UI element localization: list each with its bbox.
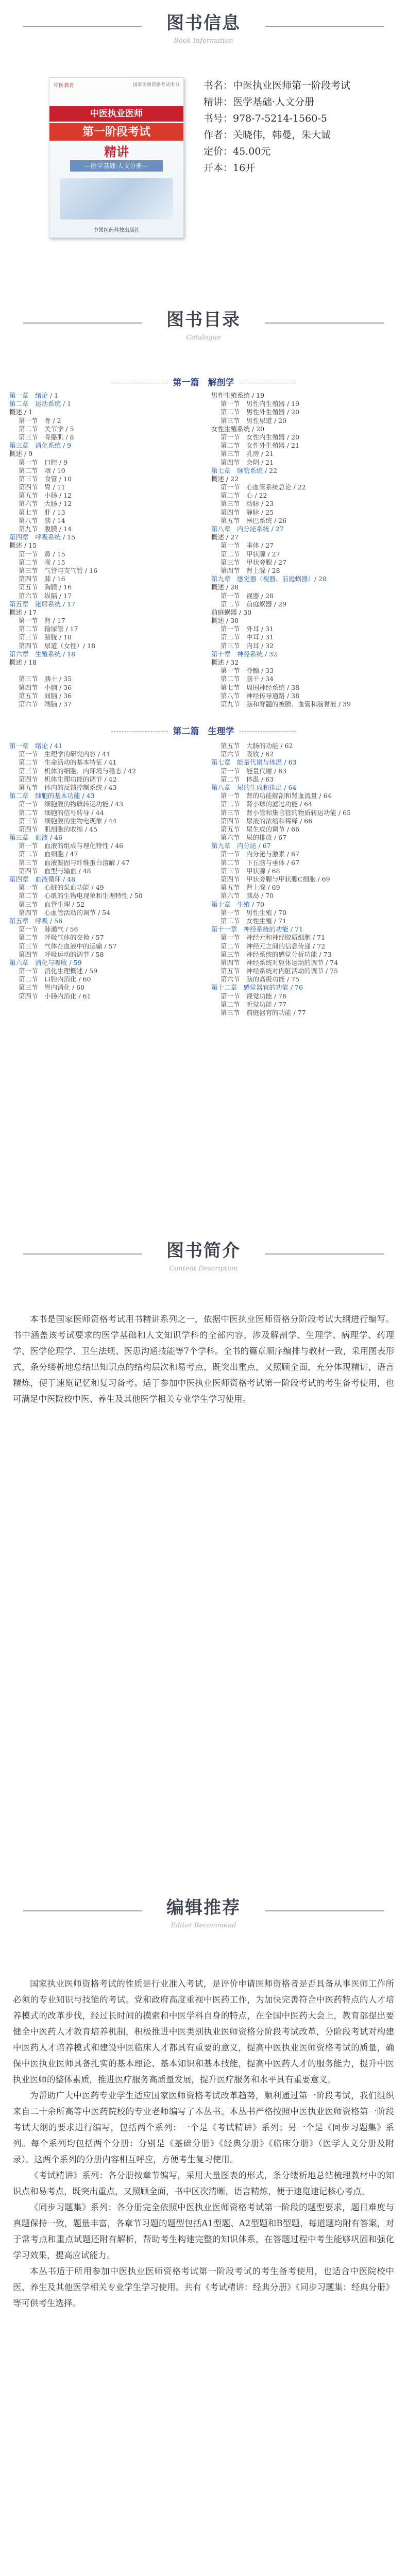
info-authors: 作者：关晓伟，韩曼，朱大诚 xyxy=(204,129,331,141)
toc-section: 第二节 男性外生殖器 / 20 xyxy=(221,408,300,416)
book-cover-image xyxy=(49,77,184,238)
toc-section: 第二节 肾小球的滤过功能 / 64 xyxy=(221,800,313,808)
info-format: 开本：16开 xyxy=(204,162,256,174)
toc-section: 第一节 内分泌与激素 / 67 xyxy=(221,850,300,858)
toc-section: 第五节 大肠的功能 / 62 xyxy=(221,742,293,750)
toc-section: 第一节 视器 / 28 xyxy=(221,591,274,600)
toc-section: 第五节 胸膜 / 16 xyxy=(19,583,72,591)
toc-section: 第一节 生理学的研究内容 / 41 xyxy=(19,750,111,758)
toc-line: 概述 / 32 xyxy=(211,658,239,666)
book-info-header xyxy=(0,11,407,45)
toc-line: 概述 / 18 xyxy=(9,658,37,666)
recommend-paragraph: 《同步习题集》系列：各分册完全依照中医执业医师资格考试第一阶段的题型要求，题目难度与真题保持一致，题量丰富，各章节习题的题型包括A1型题、A2型题和B型题，每道题均附有答案，对于常考点和重点试题还附有解析，帮助考生构建完整的知识体系，在答题过程中考生能够巩固和强化学习效果，提高应试能力。 xyxy=(13,2202,394,2260)
toc-chapter: 第五章 泌尿系统 / 17 xyxy=(9,600,76,608)
intro-subtitle: Content Description xyxy=(169,1265,238,1273)
toc-section: 第三节 乳房 / 21 xyxy=(221,450,274,458)
recommend-title: 编辑推荐 xyxy=(166,1897,241,1918)
toc-section: 第三节 机体的细胞、内环境与稳态 / 42 xyxy=(19,767,137,775)
toc-part1-right xyxy=(211,392,351,708)
toc-section: 第二节 口腔内消化 / 60 xyxy=(19,975,91,984)
toc-section: 第一节 神经元和神经胶质细胞 / 71 xyxy=(221,934,326,942)
toc-section: 第二节 神经元之间的信息传递 / 72 xyxy=(221,942,326,950)
toc-chapter: 第九章 内分泌 / 67 xyxy=(211,842,271,850)
toc-line: 女性生殖系统 / 20 xyxy=(211,425,265,433)
toc-title: 图书目录 xyxy=(166,310,241,330)
toc-chapter: 第三章 消化系统 / 9 xyxy=(9,442,72,450)
toc-line: 前庭蜗器 / 30 xyxy=(211,608,252,616)
toc-section: 第六节 胰岛 / 70 xyxy=(221,892,274,900)
toc-section: 第二节 血细胞 / 47 xyxy=(19,850,78,858)
info-subtitle: 精讲：医学基础·人文分册 xyxy=(204,96,315,108)
toc-section: 第二节 心肌的生物电现象和生理特性 / 50 xyxy=(19,892,143,900)
intro-header xyxy=(0,1239,407,1273)
toc-section: 第一节 女性内生殖器 / 20 xyxy=(221,433,300,441)
toc-section: 第四节 甲状旁腺与甲状腺C细胞 / 69 xyxy=(221,875,330,883)
toc-line: 概述 / 30 xyxy=(211,617,239,625)
cover-artwork xyxy=(60,178,173,219)
toc-section: 第二节 听觉功能 / 77 xyxy=(221,1000,287,1008)
toc-header xyxy=(0,308,407,342)
toc-section: 第三节 气管与支气管 / 16 xyxy=(19,566,98,574)
toc-section: 第一节 肺通气 / 56 xyxy=(19,925,78,934)
toc-section: 第六节 脑的高级功能 / 75 xyxy=(221,975,300,984)
toc-section: 第四节 尿液的浓缩和稀释 / 66 xyxy=(221,817,313,825)
toc-line: 概述 / 27 xyxy=(211,533,239,541)
toc-line: 概述 / 17 xyxy=(9,608,37,616)
toc-part2-label: 第二篇 生理学 xyxy=(173,726,234,737)
toc-part1-label: 第一篇 解剖学 xyxy=(173,378,234,388)
toc-section: 第二节 女性生殖 / 71 xyxy=(221,917,287,925)
toc-section: 第一节 能量代谢 / 63 xyxy=(221,767,287,775)
toc-section: 第二节 输尿管 / 17 xyxy=(19,625,78,633)
toc-chapter: 第七章 脉管系统 / 22 xyxy=(211,466,278,474)
toc-section: 第八节 胰 / 14 xyxy=(19,516,65,524)
header-rule-left xyxy=(23,323,142,324)
toc-section: 第四节 神经系统对躯体运动的调节 / 74 xyxy=(221,958,338,967)
recommend-subtitle: Editor Recommend xyxy=(171,1922,236,1929)
toc-section: 第二节 前庭蜗器 / 29 xyxy=(221,600,287,608)
toc-section: 第二节 关节学 / 5 xyxy=(19,425,74,433)
toc-section: 第一节 骨 / 2 xyxy=(19,416,61,425)
toc-section: 第三节 甲状旁腺 / 27 xyxy=(221,558,287,566)
toc-section: 第五节 淋巴系统 / 26 xyxy=(221,516,287,524)
toc-section: 第六节 纵隔 / 17 xyxy=(19,591,72,600)
header-rule-left xyxy=(23,1910,142,1911)
toc-chapter: 第十一章 神经系统的功能 / 71 xyxy=(211,925,303,934)
recommend-header xyxy=(0,1896,407,1930)
recommend-paragraph: 国家执业医师资格考试的性质是行业准入考试，是评价申请医师资格者是否具备从事医师工作所必须的专业知识与技能的考试。党和政府高度重视中医药工作，为加快完善符合中医药特点的人才培养模式的改革步伐，经过长时间的摸索和中医学科自身的特点，在全国中医药大会上，教育部提出要健全中医药人才教育培养机制，积极推进中医类别执业医师资格分阶段考试改革，分阶段考试对构建中医药人才培养模式和建设中医临床人才都具有重要的意义，提高中医执业医师资格考试的质量，确保中医执业医师具备扎实的基本理论、基本知识和基本技能，提高中医药人才的服务能力，提升中医执业医师的整体素质，推进医疗服务高质量发展，提升医疗服务和水平具有重要意义。 xyxy=(13,1979,394,2084)
toc-section: 第六节 端脑 / 37 xyxy=(19,700,72,708)
toc-section: 第六节 尿的排放 / 67 xyxy=(221,834,287,842)
intro-paragraph: 本书是国家医师资格考试用书精讲系列之一，依据中医执业医师资格分阶段考试大纲进行编写。书中涵盖该考试要求的医学基础和人文知识学科的全部内容，涉及解剖学、生理学、病理学、药理学、医学伦理学、卫生法规、医患沟通技能等7个学科。全书的篇章顺序编排与教材一致，采用图表形式，条分缕析地总结出知识点的结构层次和易考点，既突出重点，又照顾全面，充分体现精讲，语言精炼，便于速览记忆和复习备考。适于参加中医执业医师资格考试第一阶段考试的考生备考使用，也可满足中医院校中医、养生及其他医学相关专业学生学习使用。 xyxy=(13,1314,394,1404)
toc-section: 第三节 甲状腺 / 68 xyxy=(221,867,280,875)
toc-section: 第四节 肾上腺 / 28 xyxy=(221,566,280,574)
toc-section: 第三节 细胞膜的生物电现象 / 44 xyxy=(19,817,117,825)
toc-section: 第三节 气体在血液中的运输 / 57 xyxy=(19,942,117,950)
header-rule-right xyxy=(265,26,384,27)
toc-section: 第四节 静脉 / 25 xyxy=(221,508,274,516)
cover-brand: 中医教育 xyxy=(54,83,74,89)
info-title: 书名：中医执业医师第一阶段考试 xyxy=(204,80,351,91)
toc-chapter: 第四章 呼吸系统 / 15 xyxy=(9,533,76,541)
toc-part1-title xyxy=(0,375,407,388)
toc-section: 第一节 肾 / 17 xyxy=(19,617,65,625)
info-price: 定价：45.00元 xyxy=(204,146,271,157)
toc-chapter: 第三章 血液 / 46 xyxy=(9,834,63,842)
toc-chapter: 第八章 内分泌系统 / 27 xyxy=(211,525,284,533)
toc-section: 第四节 尿道（女性）/ 18 xyxy=(19,641,96,650)
toc-section: 第二节 细胞的信号转导 / 44 xyxy=(19,808,104,817)
toc-chapter: 第四章 血液循环 / 48 xyxy=(9,875,76,883)
toc-section: 第五节 尿生成的调节 / 66 xyxy=(221,825,300,833)
toc-section: 第一节 细胞膜的物质转运功能 / 43 xyxy=(19,800,124,808)
toc-chapter: 第十章 神经系统 / 32 xyxy=(211,650,278,658)
toc-chapter: 第一章 绪论 / 41 xyxy=(9,742,63,750)
toc-chapter: 第九章 感觉器（视器、前庭蜗器）/ 28 xyxy=(211,575,327,583)
toc-section: 第三节 食管 / 10 xyxy=(19,474,72,483)
header-rule-right xyxy=(265,323,384,324)
toc-section: 第六节 大肠 / 12 xyxy=(19,500,72,508)
toc-section: 第一节 肾的功能解剖和肾血流量 / 64 xyxy=(221,792,332,800)
cover-band-main: 第一阶段考试 xyxy=(49,123,183,141)
toc-line: 概述 / 15 xyxy=(9,541,37,550)
toc-section: 第三节 肾小管和集合管的物质转运功能 / 65 xyxy=(221,808,351,817)
toc-section: 第三节 内耳 / 32 xyxy=(221,641,274,650)
toc-section: 第三节 胰十 / 35 xyxy=(19,675,72,683)
toc-section: 第五节 体内的反馈控制系统 / 43 xyxy=(19,783,117,791)
toc-part1-left xyxy=(9,392,97,708)
toc-chapter: 第十二章 感觉器官的功能 / 76 xyxy=(211,984,303,992)
toc-section: 第三节 动脉 / 23 xyxy=(221,500,274,508)
header-rule-right xyxy=(265,1910,384,1911)
toc-line: 概述 / 28 xyxy=(211,583,239,591)
toc-section: 第一节 外耳 / 31 xyxy=(221,625,274,633)
toc-section: 第九节 脑和脊髓的被膜、血管和脑脊液 / 39 xyxy=(221,700,351,708)
toc-part2-left xyxy=(9,742,143,1001)
toc-section: 第一节 视觉功能 / 76 xyxy=(221,992,287,1000)
toc-section: 第五节 神经系统对内脏活动的调节 / 75 xyxy=(221,967,338,975)
toc-section: 第五节 间脑 / 36 xyxy=(19,691,72,700)
toc-section: 第一节 男性生殖 / 70 xyxy=(221,908,287,917)
toc-section: 第二节 脑干 / 34 xyxy=(221,675,274,683)
toc-section: 第二节 体温 / 63 xyxy=(221,775,274,783)
book-info-subtitle: Book Information xyxy=(174,37,233,45)
toc-section: 第三节 骨骼肌 / 8 xyxy=(19,433,74,441)
toc-section: 第四节 机体生理功能的调节 / 42 xyxy=(19,775,117,783)
recommend-body xyxy=(0,1976,407,2311)
toc-section: 第一节 脊髓 / 33 xyxy=(221,667,274,675)
toc-chapter: 第一章 绪论 / 1 xyxy=(9,392,59,399)
toc-section: 第六节 吸收 / 62 xyxy=(221,750,274,758)
toc-section: 第四节 呼吸运动的调节 / 58 xyxy=(19,950,104,958)
header-rule-left xyxy=(23,1253,142,1255)
toc-section: 第四节 会阴 / 21 xyxy=(221,458,274,466)
toc-line: 男性生殖系统 / 19 xyxy=(211,392,265,399)
toc-section: 第三节 血液凝固与纤维蛋白溶解 / 47 xyxy=(19,858,130,867)
toc-section: 第一节 心血管系统总论 / 22 xyxy=(221,483,306,492)
toc-section: 第二节 呼吸气体的交换 / 57 xyxy=(19,934,104,942)
toc-section: 第四节 小脑 / 36 xyxy=(19,683,72,691)
toc-section: 第二节 甲状腺 / 27 xyxy=(221,550,280,558)
book-info-details xyxy=(204,77,399,176)
toc-section: 第四节 血型与输血 / 48 xyxy=(19,867,91,875)
toc-section: 第二节 女性外生殖器 / 21 xyxy=(221,442,300,450)
toc-chapter: 第二章 细胞的基本功能 / 43 xyxy=(9,792,95,800)
toc-part2-right xyxy=(211,742,351,1017)
toc-section: 第三节 男性尿道 / 20 xyxy=(221,416,287,425)
toc-section: 第一节 口腔 / 9 xyxy=(19,458,68,466)
info-isbn: 书号：978-7-5214-1560-5 xyxy=(204,113,327,124)
toc-chapter: 第六章 生殖系统 / 18 xyxy=(9,650,76,658)
toc-section: 第三节 膀胱 / 18 xyxy=(19,633,72,641)
toc-section: 第四节 肺 / 16 xyxy=(19,575,65,583)
toc-section: 第二节 下丘脑与垂体 / 67 xyxy=(221,858,300,867)
toc-section: 第一节 消化生理概述 / 59 xyxy=(19,967,98,975)
toc-section: 第五节 小肠 / 12 xyxy=(19,492,72,500)
toc-section: 第二节 中耳 / 31 xyxy=(221,633,274,641)
toc-section: 第一节 垂体 / 27 xyxy=(221,541,274,550)
toc-section: 第七节 肝 / 13 xyxy=(19,508,65,516)
toc-section: 第一节 心脏的泵血功能 / 49 xyxy=(19,884,104,892)
toc-section: 第五节 肾上腺 / 69 xyxy=(221,884,280,892)
toc-chapter: 第七章 能量代谢与体温 / 63 xyxy=(211,758,297,767)
toc-section: 第一节 男性内生殖器 / 19 xyxy=(221,400,300,408)
toc-subtitle: Catalogue xyxy=(186,334,221,342)
toc-section: 第二节 喉 / 15 xyxy=(19,558,65,566)
book-info-title: 图书信息 xyxy=(166,13,241,33)
cover-volume: —医学基础·人文分册— xyxy=(70,160,163,172)
toc-chapter: 第五章 呼吸 / 56 xyxy=(9,917,63,925)
toc-section: 第三节 血管生理 / 52 xyxy=(19,900,85,908)
toc-line: 概述 / 9 xyxy=(9,450,33,458)
recommend-paragraph: 本丛书适于所用参加中医执业医师资格考试第一阶段考试的考生备考使用，也适合中医院校中医、养生及其他医学相关专业学生学习使用。共有《考试精讲：经典分册》《同步习题集：经典分册》等可供考生选择。 xyxy=(13,2266,394,2308)
toc-line xyxy=(9,667,97,675)
toc-section: 第七节 周围神经系统 / 38 xyxy=(221,683,300,691)
toc-line: 概述 / 1 xyxy=(9,408,33,416)
recommend-paragraph: 《考试精讲》系列：各分册按章节编写，采用大量图表的形式，条分缕析地总结梳理教材中的知识点和易考点，既突出重点，又照顾全面，书中区次清晰，语言精炼，便于速览速记核心考点。 xyxy=(13,2171,394,2196)
cover-series: 国家医师资格考试用书 xyxy=(132,82,179,88)
toc-section: 第八节 神经传导通路 / 38 xyxy=(221,691,300,700)
toc-section: 第二节 咽 / 10 xyxy=(19,466,65,474)
toc-section: 第四节 肌细胞的收缩 / 45 xyxy=(19,825,98,833)
toc-section: 第一节 鼻 / 15 xyxy=(19,550,65,558)
header-rule-right xyxy=(265,1253,384,1255)
toc-part2-title xyxy=(0,724,407,737)
toc-section: 第四节 胃 / 11 xyxy=(19,483,65,492)
toc-line: 概述 / 22 xyxy=(211,474,239,483)
toc-section: 第四节 心血管活动的调节 / 54 xyxy=(19,908,111,917)
intro-title: 图书简介 xyxy=(166,1241,241,1261)
cover-publisher: 中国医药科技出版社 xyxy=(93,228,140,233)
toc-section: 第四节 小肠内消化 / 61 xyxy=(19,992,91,1000)
header-rule-left xyxy=(23,26,142,27)
toc-section: 第三节 神经系统的感觉分析功能 / 73 xyxy=(221,950,332,958)
toc-section: 第二节 生命活动的基本特征 / 41 xyxy=(19,758,117,767)
toc-section: 第二节 心 / 22 xyxy=(221,492,267,500)
toc-section: 第三节 胃内消化 / 60 xyxy=(19,984,85,992)
toc-chapter: 第六章 消化与吸收 / 59 xyxy=(9,958,82,967)
toc-section: 第三节 前庭器官的功能 / 77 xyxy=(221,1009,306,1016)
cover-jingjiang: 精讲 xyxy=(104,144,129,159)
cover-band-top: 中医执业医师 xyxy=(49,106,183,122)
toc-chapter: 第十章 生殖 / 70 xyxy=(211,900,265,908)
recommend-paragraph: 为帮助广大中医药专业学生适应国家医师资格考试改革趋势，顺利通过第一阶段考试，我们组织来自二十余所高等中医药院校的专业老师编写了本丛书。本丛书严格按照中医执业医师资格第一阶段考试大纲的要求进行编写，包括两个系列：一个是《考试精讲》系列；另一个是《同步习题集》系列。每个系列均包括两个分册：分别是《基础分册》《经典分册》《临床分册》（医学人文分册及附录）。这两个系列的分册内容相互呼应，方便考生复习使用。 xyxy=(13,2091,394,2164)
toc-section: 第九节 腹膜 / 14 xyxy=(19,525,72,533)
toc-chapter: 第二章 运动系统 / 1 xyxy=(9,400,72,408)
toc-chapter: 第八章 尿的生成和排出 / 64 xyxy=(211,783,297,791)
toc-section: 第一节 血液的组成与理化特性 / 46 xyxy=(19,842,124,850)
